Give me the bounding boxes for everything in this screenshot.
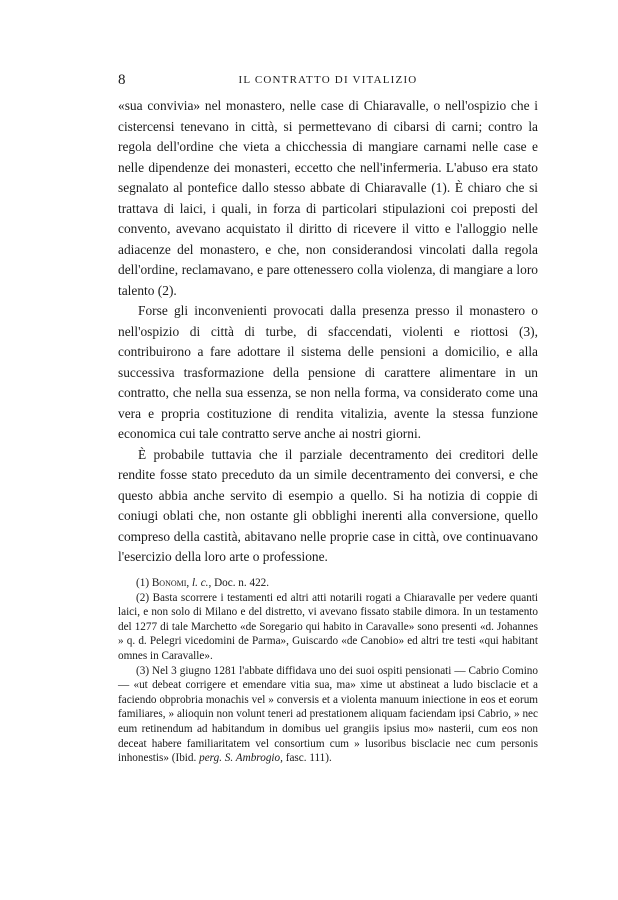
footnote-3-text: Nel 3 giugno 1281 l'abbate diffidava uno dei suoi ospiti pensionati — Cabrio Comino — «ut debeat corrigere et emendare vitia sua, ma» xime ut abstineat a ludo bisclacie et a faciendo obprobria monachis vel » conversis et a violenta manuum iniectione in eos et eorum familiares, » alioquin non volunt teneri ad prestationem aliquam faciendam ipsi Cabrio, » nec eum retinendum ad habitandum in domibus uel grangiis ipsius mo» nasterii, cum eos non deceat habere familiaritatem vel consortium cum » lusoribus bisclacie nec cum personis inhonestis» (Ibid.: [118, 664, 538, 765]
page-header: [118, 72, 538, 92]
running-title: IL CONTRATTO DI VITALIZIO: [238, 74, 418, 86]
footnote-1-ref: l. c.,: [192, 577, 212, 589]
footnote-3-source: perg. S. Ambrogio,: [199, 752, 283, 765]
main-text: [118, 96, 538, 568]
paragraph-2: Forse gli inconvenienti provocati dalla presenza presso il monastero o nell'ospizio di città di turbe, di sfaccendati, violenti e riottosi (3), contribuirono a fare adottare il sistema delle pensioni a domicilio, e alla successiva trasformazione della pensione di carattere alimentare in un contratto, che nella sua essenza, se non nella forma, va considerato come una vera e propria costituzione di rendita vitalizia, avente la stessa funzione economica cui tale contratto serve anche ai nostri giorni.: [118, 303, 538, 441]
footnote-2-marker: (2): [136, 591, 150, 604]
page-number: 8: [118, 72, 126, 88]
footnote-1-author: Bonomi,: [151, 577, 190, 589]
footnotes: [118, 576, 538, 766]
footnote-1: [118, 576, 538, 591]
footnote-2: [118, 591, 538, 664]
footnote-2-text: Basta scorrere i testamenti ed altri atti notarili rogati a Chiaravalle per vedere quanti laici, e non solo di Milano e del distretto, vi avevano fissato stabile dimora. In un testamento del 1277 di tale Marchetto «de Soregario qui habito in Caravalle» sono presenti «d. Johannes » q. d. Pelegri vicedomini de Parma», Guiscardo «de Canobio» ed altri tre testi «qui habitant omnes in Caravalle».: [118, 591, 538, 662]
footnote-3: [118, 664, 538, 766]
footnote-3-tail: fasc. 111).: [285, 752, 332, 765]
footnote-1-text: Doc. n. 422.: [214, 577, 270, 589]
paragraph-1: «sua convivia» nel monastero, nelle case di Chiaravalle, o nell'ospizio che i cistercensi tenevano in città, si permettevano di cibarsi di carni; contro la regola dell'ordine che vieta a chicchessia di mangiare carnami nelle case e nelle dipendenze dei monasteri, eccetto che nell'infermeria. L'abuso era stato segnalato al pontefice dallo stesso abbate di Chiaravalle (1). È chiaro che si trattava di laici, i quali, in forza di particolari stipulazioni coi preposti del convento, avevano acquistato il diritto di ricevere il vitto e l'alloggio nelle adiacenze del monastero, e che, non considerandosi vincolati dalla regola dell'ordine, reclamavano, e pare ottenessero colla violenza, di mangiare a loro talento (2).: [118, 98, 538, 298]
footnote-3-marker: (3): [136, 664, 150, 677]
paragraph-3: È probabile tuttavia che il parziale decentramento dei creditori delle rendite fosse stato preceduto da un simile decentramento dei conversi, e che questo abbia anche servito di esempio a quello. Si ha notizia di coppie di coniugi oblati che, non ostante gli obblighi inerenti alla conversione, quello compreso della castità, abitavano nelle proprie case in città, ove continuavano l'esercizio della loro arte o professione.: [118, 446, 538, 564]
footnote-1-marker: (1): [136, 577, 150, 589]
